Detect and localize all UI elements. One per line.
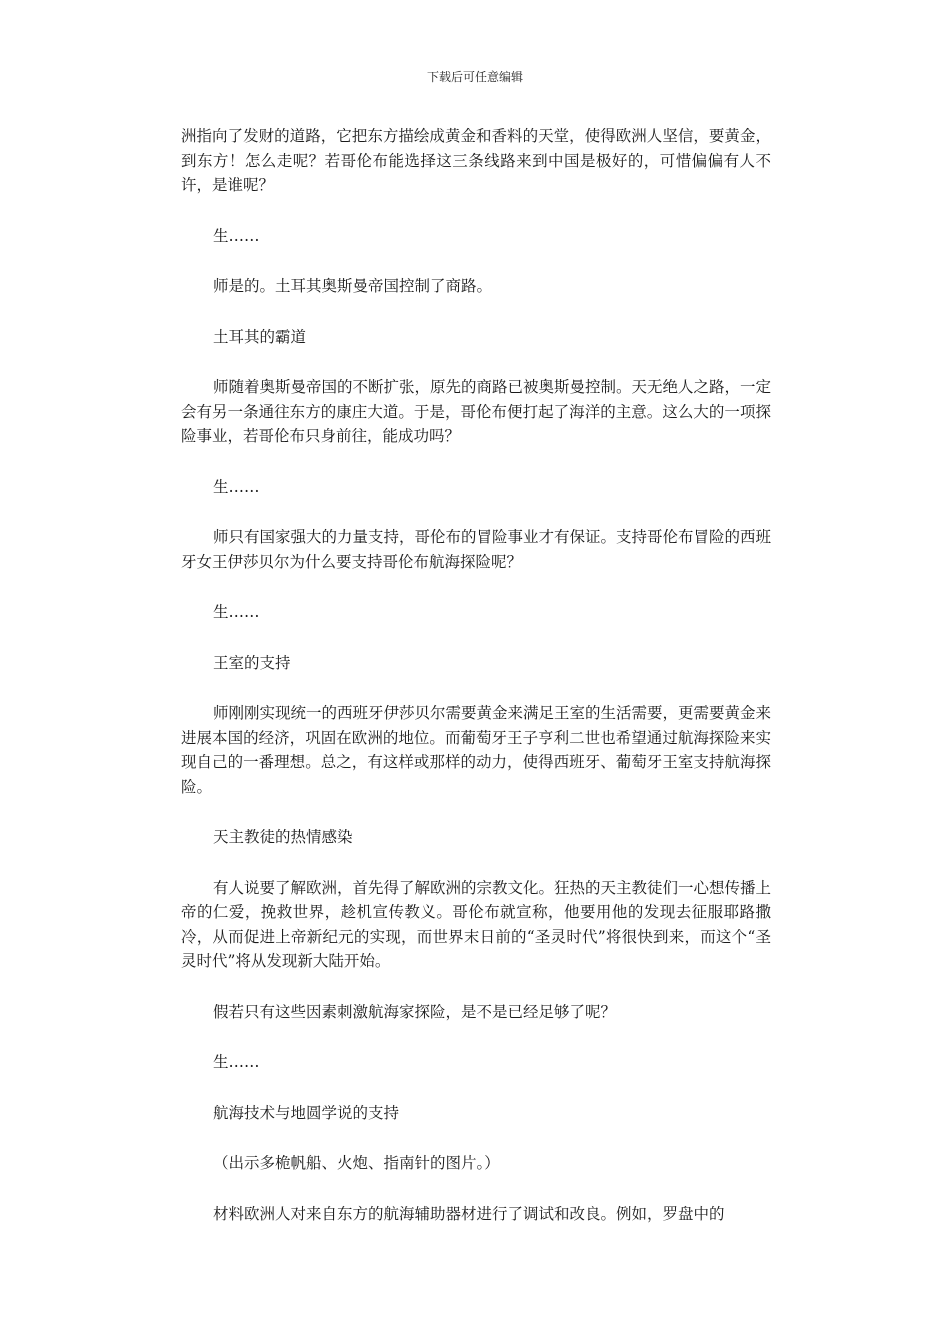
paragraph: 生…… [213, 477, 260, 496]
section-heading: 天主教徒的热情感染 [213, 828, 353, 846]
section-heading: 王室的支持 [213, 653, 291, 672]
section-heading: 航海技术与地圆学说的支持 [213, 1103, 400, 1122]
page-header: 下载后可任意编辑 [426, 70, 523, 84]
paragraph: （出示多桅帆船、火炮、指南针的图片。） [213, 1154, 500, 1172]
paragraph: 生…… [213, 603, 260, 621]
paragraph: 生…… [213, 226, 260, 245]
section-heading: 土耳其的霸道 [213, 327, 307, 346]
paragraph: 洲指向了发财的道路，它把东方描绘成黄金和香料的天堂，使得欧洲人坚信，要黄金，到东方！怎么走呢？若哥伦布能选择这三条线路来到中国是极好的，可惜偏偏有人不许，是谁呢？ [181, 127, 771, 194]
paragraph: 师只有国家强大的力量支持，哥伦布的冒险事业才有保证。支持哥伦布冒险的西班牙女王伊莎贝尔为什么要支持哥伦布航海探险呢？ [181, 528, 772, 571]
paragraph: 有人说要了解欧洲，首先得了解欧洲的宗教文化。狂热的天主教徒们一心想传播上帝的仁爱，挽救世界，趁机宣传教义。哥伦布就宣称，他要用他的发现去征服耶路撒冷，从而促进上帝新纪元的实现，而世界末日前的“圣灵时代”将很快到来，而这个“圣灵时代”将从发现新大陆开始。 [181, 878, 772, 970]
paragraph: 师刚刚实现统一的西班牙伊莎贝尔需要黄金来满足王室的生活需要，更需要黄金来进展本国的经济，巩固在欧洲的地位。而葡萄牙王子亨利二世也希望通过航海探险来实现自己的一番理想。总之，有这样或那样的动力，使得西班牙、葡萄牙王室支持航海探险。 [181, 704, 772, 796]
paragraph: 师随着奥斯曼帝国的不断扩张，原先的商路已被奥斯曼控制。天无绝人之路，一定会有另一条通往东方的康庄大道。于是，哥伦布便打起了海洋的主意。这么大的一项探险事业，若哥伦布只身前往，能成功吗？ [181, 378, 772, 445]
document-body [181, 124, 771, 1252]
paragraph: 材料欧洲人对来自东方的航海辅助器材进行了调试和改良。例如，罗盘中的 [213, 1204, 725, 1223]
paragraph: 生…… [213, 1053, 260, 1071]
paragraph: 假若只有这些因素刺激航海家探险，是不是已经足够了呢？ [213, 1002, 617, 1021]
paragraph: 师是的。土耳其奥斯曼帝国控制了商路。 [213, 277, 493, 295]
